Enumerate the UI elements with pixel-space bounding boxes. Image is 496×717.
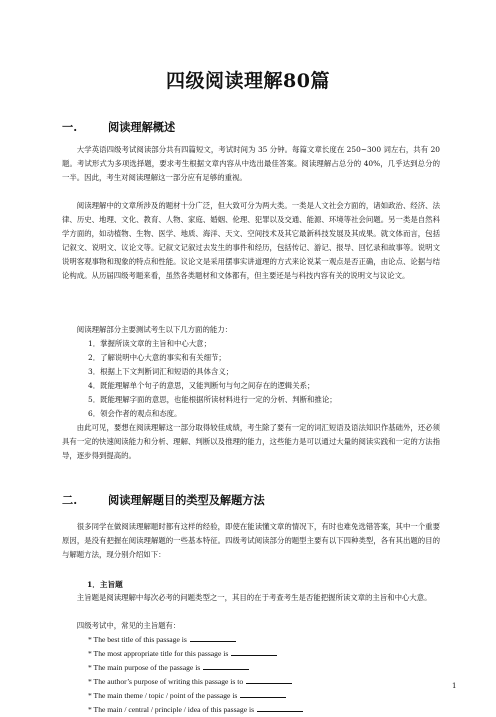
- subsection-intro: 四级考试中，常见的主旨题有：: [76, 621, 181, 630]
- ability-item: 1．掌握所读文章的主旨和中心大意；: [88, 339, 211, 348]
- question-text: * The author’s purpose of writing this passage is to: [88, 677, 244, 686]
- section-2-heading: [62, 492, 265, 508]
- question-item: [88, 633, 236, 647]
- question-item: [88, 675, 292, 689]
- section-2-paragraph-1: 很多同学在做阅读理解题时都有这样的经验，即使在能读懂文章的情况下，有时也难免选错答案，其中一个重要原因，是没有把握在阅读理解题的一些基本特征。四级考试阅读部分的题型主要有以下四种类型，各有其出题的目的与解题方法，现分别介绍如下：: [62, 522, 440, 559]
- question-text: * The best title of this passage is: [88, 635, 187, 644]
- subsection-heading: 1．主旨题: [87, 580, 123, 589]
- page-number: 1: [452, 682, 457, 690]
- answer-blank: [240, 690, 286, 698]
- answer-blank: [190, 634, 236, 642]
- question-text: * The most appropriate title for this passage is: [88, 649, 229, 658]
- section-1-title: 阅读理解概述: [108, 120, 176, 134]
- section-1-paragraph-2: 阅读理解中的文章所涉及的题材十分广泛，但大致可分为两大类。一类是人文社会方面的，诸如政治、经济、法律、历史、地理、文化、教育、人物、家庭、婚姻、伦理、犯罪以及交通、能源、环境等社会问题。另一类是自然科学方面的，如动植物、生物、医学、地质、海洋、天文、空间技术及其它最新科技发展及其成果。就文体而言，包括记叙文、说明文、议论文等。记叙文记叙过去发生的事件和经历，包括传记、游记、报导、回忆录和故事等。说明文说明客观事物和现象的特点和性能。议论文是采用摆事实讲道理的方式来论说某一观点是否正确，由论点、论据与结论构成。从历届四级考题来看，虽然各类题材和文体都有，但主要还是与科技内容有关的说明文与议论文。: [62, 201, 440, 280]
- ability-item: 4．既能理解单个句子的意思，又能判断句与句之间存在的逻辑关系；: [88, 381, 315, 390]
- ability-item: 3．根据上下文判断词汇和短语的具体含义；: [88, 367, 234, 376]
- answer-blank: [231, 648, 277, 656]
- section-1-number: 一.: [62, 120, 78, 134]
- section-2-number: 二.: [62, 493, 78, 507]
- subsection-paragraph: 主旨题是阅读理解中每次必考的问题类型之一，其目的在于考查考生是否能把握所读文章的主旨和中心大意。: [76, 593, 432, 602]
- question-text: * The main / central / principle / idea of this passage is: [88, 705, 255, 714]
- answer-blank: [257, 704, 303, 712]
- question-item: [88, 661, 249, 675]
- question-item: [88, 647, 277, 661]
- question-text: * The main purpose of the passage is: [88, 663, 201, 672]
- section-1-paragraph-4: 由此可见，要想在阅读理解这一部分取得较佳成绩，考生除了要有一定的词汇短语及语法知识作基础外，还必须具有一定的快速阅读能力和分析、理解、判断以及推理的能力，这些能力是可以通过大量的阅读实践和一定的方法指导，逐步得到提高的。: [62, 423, 440, 460]
- question-item: [88, 689, 286, 703]
- section-1-paragraph-3: 阅读理解部分主要测试考生以下几方面的能力：: [76, 325, 233, 334]
- section-1-heading: [62, 119, 175, 135]
- question-item: [88, 703, 303, 717]
- section-1-paragraph-1: 大学英语四级考试阅读部分共有四篇短文，考试时间为 35 分钟。每篇文章长度在 250~300 词左右，共有 20 题。考试形式为多项选择题，要求考生根据文章内容从中选出最佳答案。阅读理解占总分的 40%，几乎达到总分的一半。因此，考生对阅读理解这一部分应有足够的重视。: [62, 145, 440, 182]
- answer-blank: [246, 676, 292, 684]
- ability-item: 5．既能理解字面的意思，也能根据所读材料进行一定的分析、判断和推论；: [88, 395, 337, 404]
- section-2-title: 阅读理解题目的类型及解题方法: [108, 493, 265, 507]
- question-text: * The main theme / topic / point of the passage is: [88, 691, 238, 700]
- answer-blank: [203, 662, 249, 670]
- ability-item: 2．了解说明中心大意的事实和有关细节；: [88, 353, 226, 362]
- ability-item: 6．领会作者的观点和态度。: [88, 409, 182, 418]
- document-title: 四级阅读理解80篇: [166, 70, 330, 92]
